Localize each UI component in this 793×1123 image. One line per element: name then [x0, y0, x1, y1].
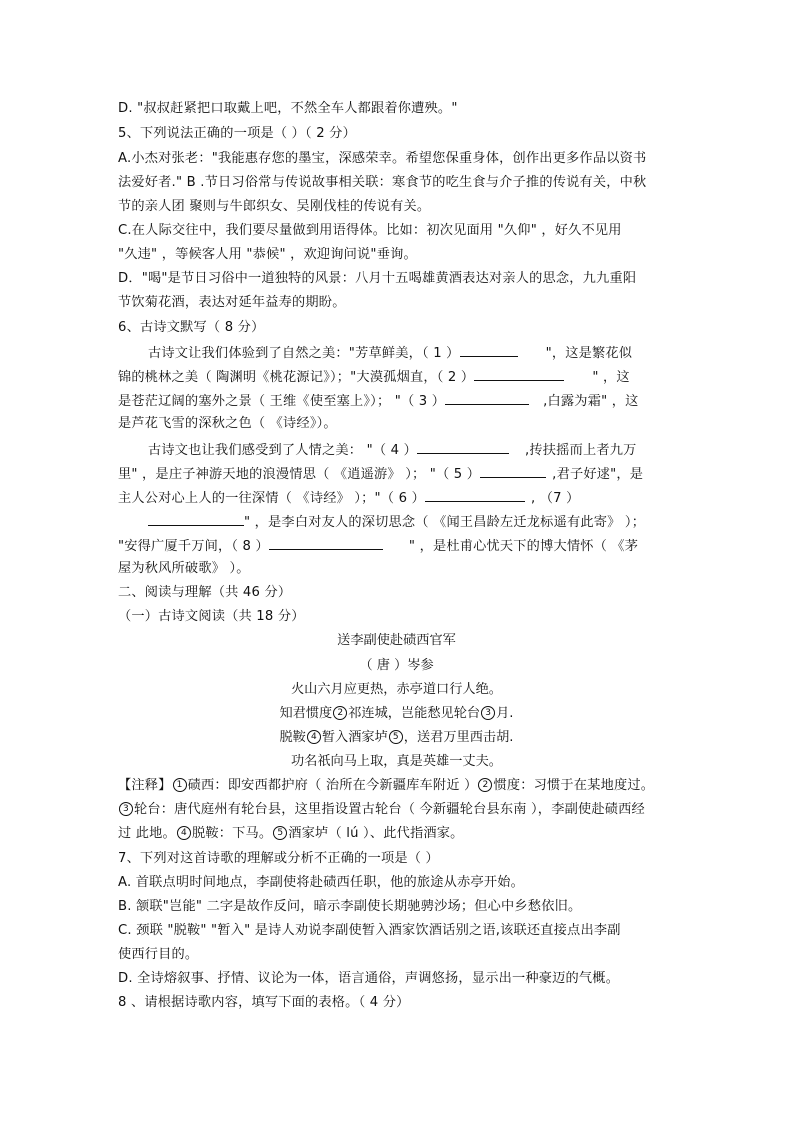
poem-line-4: 功名祇向马上取，真是英雄一丈夫。 [291, 754, 502, 769]
footnote-marker: 2 [333, 706, 347, 720]
q7-option-c-line2: 使西行目的。 [118, 947, 199, 962]
footnote-marker: 3 [481, 706, 495, 720]
q7-option-b: B. 颔联"岂能" 二字是故作反问，暗示李副使长期驰骋沙场；但心中乡愁依旧。 [118, 899, 582, 914]
q6-line10: 屋为秋风所破歌》 ）。 [118, 561, 250, 576]
poem-title: 送李副使赴碛西官军 [337, 633, 456, 648]
blank-3[interactable] [445, 391, 529, 405]
q5-option-c-line1: C.在人际交往中，我们要尽量做到用语得体。比如：初次见面用 "久仰" ，好久不见用 [118, 223, 622, 238]
q4-option-d: D. "叔叔赶紧把口取戴上吧，不然全车人都跟着你遭殃。" [118, 101, 458, 116]
q5-option-a-line1: A.小杰对张老："我能惠存您的墨宝，深感荣幸。希望您保重身体，创作出更多作品以资书 [118, 151, 647, 166]
notes-line-3: 过 此地。 4 脱鞍：下马。 5 酒家垆（ lú ）、此代指酒家。 [118, 826, 464, 841]
q6-line7: 主人公对心上人的一往深情（ 《诗经》 ）；"（ 6 ） , （7 ） [118, 488, 580, 507]
q6-stem: 6、古诗文默写（ 8 分） [118, 320, 265, 335]
q6-line4: 是芦花飞雪的深秋之色（ 《诗经》）。 [118, 416, 337, 431]
poem-author: （ 唐 ）岑参 [359, 658, 434, 673]
footnote-marker: 3 [119, 802, 133, 816]
notes-line-2: 3 轮台：唐代庭州有轮台县，这里指设置古轮台（ 今新疆轮台县东南 ），李副使赴碛西经 [118, 801, 645, 818]
q6-line1: 古诗文让我们体验到了自然之美："芳草鲜美，（ 1 ） "，这是繁花似 [148, 343, 632, 362]
q5-option-b-line3: 节的亲人团 聚则与牛郎织女、吴刚伐桂的传说有关。 [118, 199, 431, 214]
q5-option-d-line1: D．"喝"是节日习俗中一道独特的风景：八月十五喝雄黄酒表达对亲人的思念，九九重阳 [118, 271, 637, 286]
q7-option-a: A. 首联点明时间地点，李副使将赴碛西任职，他的旅途从赤亭开始。 [118, 875, 525, 890]
blank-2[interactable] [474, 367, 564, 381]
q6-line3: 是苍茫辽阔的塞外之景（ 王维《使至塞上》）； "（ 3 ） ,白露为霜" ，这 [118, 391, 639, 410]
q6-line6: 里" ，是庄子神游天地的浪漫情思（ 《逍遥游》 ）； "（ 5 ） ,君子好逑"，是 [118, 464, 643, 483]
q5-option-d-line2: 节饮菊花酒，表达对延年益寿的期盼。 [118, 295, 346, 310]
q7-stem: 7、下列对这首诗歌的理解或分析不正确的一项是（ ） [118, 851, 439, 866]
blank-4[interactable] [417, 440, 509, 454]
blank-7[interactable] [148, 512, 244, 526]
q7-option-d: D. 全诗熔叙事、抒情、议论为一体，语言通俗，声调悠扬，显示出一种豪迈的气概。 [118, 971, 620, 986]
blank-5[interactable] [480, 464, 546, 478]
poem-line-1: 火山六月应更热，赤亭道口行人绝。 [291, 682, 502, 697]
poem-line-2: 知君惯度 2 祁连城，岂能愁见轮台 3 月. [279, 706, 514, 721]
footnote-marker: 4 [307, 730, 321, 744]
poem-line-3: 脱鞍 4 暂入酒家垆 5 ，送君万里西击胡. [279, 730, 514, 745]
section-2-title: 二、阅读与理解（共 46 分） [118, 585, 292, 600]
q6-line5: 古诗文也让我们感受到了人情之美： "（ 4 ） ,抟扶摇而上者九万 [148, 440, 637, 459]
blank-6[interactable] [425, 488, 525, 502]
footnote-marker: 5 [273, 826, 287, 840]
q5-stem: 5、下列说法正确的一项是（ ）（ 2 分） [118, 126, 356, 141]
q6-line2: 锦的桃林之美（ 陶渊明《桃花源记》）；"大漠孤烟直，（ 2 ） " ，这 [118, 367, 630, 386]
q5-option-c-line2: "久违" ，等候客人用 "恭候" ，欢迎询问说"垂询。 [118, 247, 417, 262]
footnote-marker: 1 [173, 778, 187, 792]
footnote-marker: 2 [478, 778, 492, 792]
blank-8[interactable] [269, 536, 383, 550]
q5-option-a-line2: 法爱好者." B .节日习俗常与传说故事相关联：寒食节的吃生食与介子推的传说有关，中秋 [118, 175, 647, 190]
footnote-marker: 5 [389, 730, 403, 744]
footnote-marker: 4 [177, 826, 191, 840]
section-2-subtitle: （一）古诗文阅读（共 18 分） [118, 609, 305, 624]
q6-line9: "安得广厦千万间，（ 8 ） " ，是杜甫心忧天下的博大情怀（ 《茅 [118, 536, 638, 555]
notes-line-1: 【注释】 1 碛西：即安西都护府（ 治所在今新疆库车附近 ） 2 惯度：习惯于在某地度过。 [118, 778, 655, 793]
q8-stem: 8 、请根据诗歌内容，填写下面的表格。（ 4 分） [118, 995, 410, 1010]
q7-option-c-line1: C. 颈联 "脱鞍" "暂入" 是诗人劝说李副使暂入酒家饮酒话别之语,该联还直接点出李副 [118, 923, 621, 938]
blank-1[interactable] [460, 343, 518, 357]
q6-line8: " ，是李白对友人的深切思念（ 《闻王昌龄左迁龙标遥有此寄》 ）； [148, 512, 645, 531]
